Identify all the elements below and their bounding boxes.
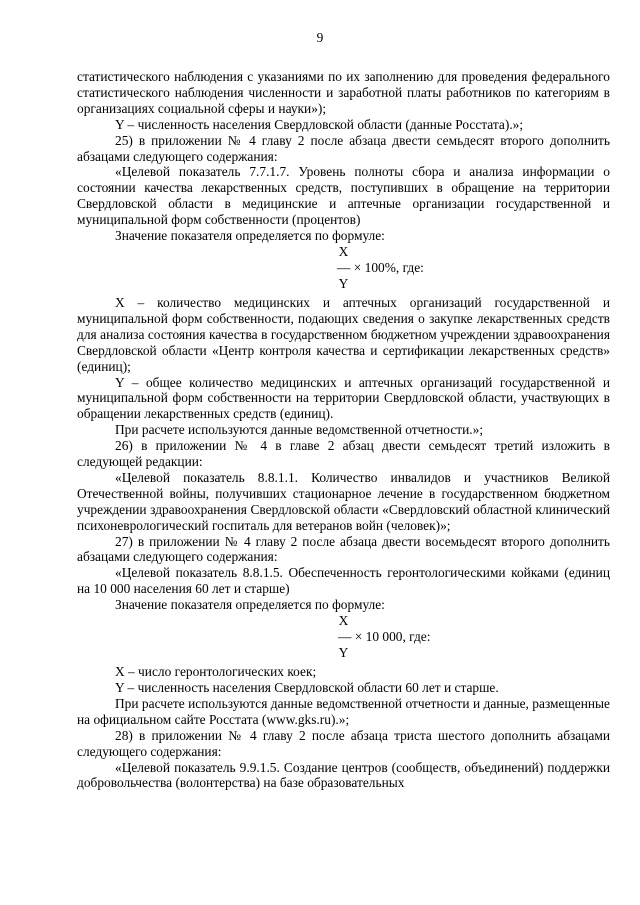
formula-numerator: X xyxy=(338,613,349,629)
paragraph: 27) в приложении № 4 главу 2 после абзаца двести восемьдесят второго дополнить абзацами следующего содержания: xyxy=(77,533,610,565)
formula-per-10000 xyxy=(77,613,610,664)
formula-numerator: X xyxy=(338,243,349,259)
paragraph: Значение показателя определяется по формуле: xyxy=(115,597,385,613)
formula-percent xyxy=(77,244,610,295)
paragraph: «Целевой показатель 9.9.1.5. Создание центров (сообществ, объединений) поддержки добровольчества (волонтерства) на базе образовательных xyxy=(77,759,610,791)
formula-denominator: Y xyxy=(338,275,349,291)
paragraph: Y – численность населения Свердловской области (данные Росстата).»; xyxy=(115,116,524,132)
paragraph: 26) в приложении № 4 в главе 2 абзац двести семьдесят третий изложить в следующей редакции: xyxy=(77,438,610,470)
paragraph: 28) в приложении № 4 главу 2 после абзаца триста шестого дополнить абзацами следующего содержания: xyxy=(77,727,610,759)
paragraph: X – количество медицинских и аптечных организаций государственной и муниципальной форм собственности, подающих сведения о закупке лекарственных средств для анализа состояния качества в государственном бюджетном учреждении здравоохранения Свердловской области «Центр контроля качества и сертификации лекарственных средств» (единиц); xyxy=(77,294,610,374)
formula-expression: — × 100%, где: xyxy=(337,259,424,275)
paragraph: При расчете используются данные ведомственной отчетности.»; xyxy=(115,422,484,438)
paragraph: 25) в приложении № 4 главу 2 после абзаца двести семьдесят второго дополнить абзацами следующего содержания: xyxy=(77,132,610,164)
paragraph: X – число геронтологических коек; xyxy=(115,664,317,680)
paragraph: статистического наблюдения с указаниями по их заполнению для проведения федерального статистического наблюдения численности и заработной платы работников по категориям в организациях социальной сферы и науки»); xyxy=(77,69,610,116)
formula-denominator: Y xyxy=(338,645,349,661)
document-body xyxy=(77,69,610,791)
paragraph: «Целевой показатель 8.8.1.5. Обеспеченность геронтологическими койками (единиц на 10 000 населения 60 лет и старше) xyxy=(77,565,610,597)
paragraph: Y – общее количество медицинских и аптечных организаций государственной и муниципальной форм собственности на территории Свердловской области, участвующих в обращении лекарственных средств (единиц). xyxy=(77,374,610,422)
page-number: 9 xyxy=(316,30,324,45)
paragraph: Значение показателя определяется по формуле: xyxy=(115,228,385,244)
formula-expression: — × 10 000, где: xyxy=(338,629,431,645)
paragraph: «Целевой показатель 7.7.1.7. Уровень полноты сбора и анализа информации о состоянии качества лекарственных средств, поступивших в обращение на территории Свердловской области в медицинские и аптечные организации государственной и муниципальной форм собственности (процентов) xyxy=(77,164,610,228)
paragraph: При расчете используются данные ведомственной отчетности и данные, размещенные на официальном сайте Росстата (www.gks.ru).»; xyxy=(77,695,610,727)
paragraph: Y – численность населения Свердловской области 60 лет и старше. xyxy=(115,680,499,695)
paragraph: «Целевой показатель 8.8.1.1. Количество инвалидов и участников Великой Отечественной войны, получивших стационарное лечение в государственном бюджетном учреждении здравоохранения Свердловской области «Свердловский областной клинический психоневрологический госпиталь для ветеранов войн (человек)»; xyxy=(77,469,610,533)
